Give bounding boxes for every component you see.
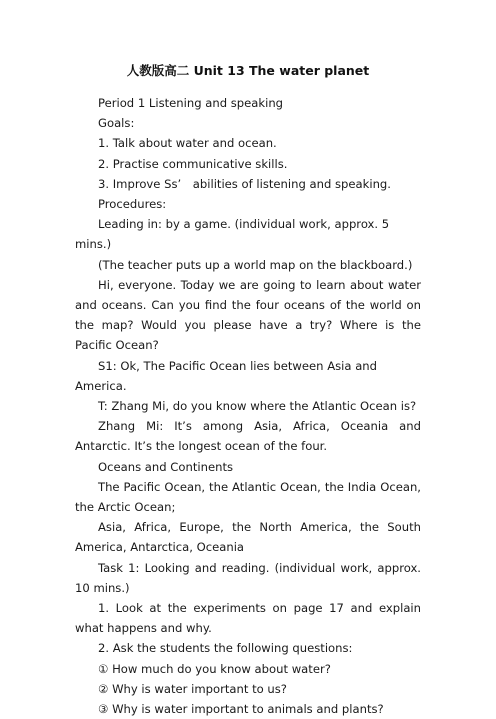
question-item: ② Why is water important to us? xyxy=(98,681,287,696)
student-dialogue: Zhang Mi: It’s among Asia, Africa, Oceania and Antarctic. It’s the longest ocean of the four. xyxy=(75,419,421,454)
goal-item: 1. Talk about water and ocean. xyxy=(98,136,277,151)
leading-in-line: Leading in: by a game. (individual work, approx. 5 mins.) xyxy=(75,217,390,252)
task-item: 2. Ask the students the following questions: xyxy=(98,641,353,656)
teacher-dialogue: Hi, everyone. Today we are going to learn about water and oceans. Can you find the four oceans of the world on the map? Would you please have a try? Where is the Pacific Ocean? xyxy=(75,277,421,353)
task-item: 1. Look at the experiments on page 17 and explain what happens and why. xyxy=(75,601,421,636)
goal-item: 2. Practise communicative skills. xyxy=(98,156,288,171)
document-body xyxy=(75,93,421,719)
question-item: ① How much do you know about water? xyxy=(98,661,331,676)
task-heading: Task 1: Looking and reading. (individual work, approx. 10 mins.) xyxy=(75,560,421,595)
oceans-list: The Pacific Ocean, the Atlantic Ocean, the India Ocean, the Arctic Ocean; xyxy=(75,479,421,515)
document-title: 人教版高二 Unit 13 The water planet xyxy=(126,63,370,78)
question-item: ③ Why is water important to animals and plants? xyxy=(98,702,384,717)
teacher-note: (The teacher puts up a world map on the blackboard.) xyxy=(98,257,413,272)
teacher-dialogue: T: Zhang Mi, do you know where the Atlantic Ocean is? xyxy=(98,399,417,414)
goal-item: 3. Improve Ss’ abilities of listening and speaking. xyxy=(98,176,391,191)
student-dialogue: S1: Ok, The Pacific Ocean lies between Asia and America. xyxy=(75,358,378,393)
oceans-continents-heading: Oceans and Continents xyxy=(98,459,234,474)
section-heading-period: Period 1 Listening and speaking xyxy=(98,96,284,110)
continents-list: Asia, Africa, Europe, the North America, the South America, Antarctica, Oceania xyxy=(75,520,421,555)
goals-heading: Goals: xyxy=(98,116,135,131)
procedures-heading: Procedures: xyxy=(98,197,167,212)
